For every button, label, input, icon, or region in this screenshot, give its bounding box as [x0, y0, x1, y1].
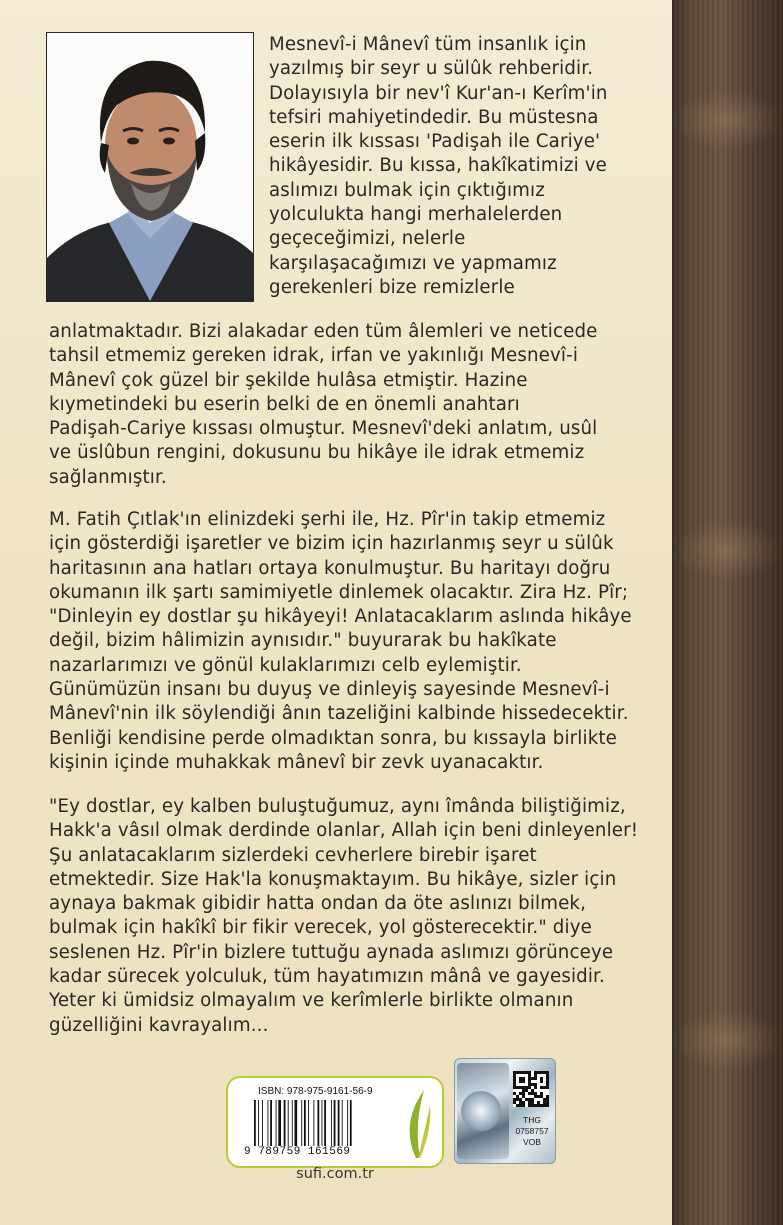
text-line: Yeter ki ümidsiz olmayalım ve kerîmlerle birlikte olmanın — [49, 990, 574, 1012]
text-line: etmektedir. Size Hak'la konuşmaktayım. Bu hikâye, sizler için — [49, 868, 617, 890]
text-line: "Ey dostlar, ey kalben buluştuğumuz, aynı îmânda biliştiğimiz, — [49, 796, 626, 817]
text-line: bulmak için hakîkî bir fikir verecek, yol gösterecektir." diye — [49, 917, 592, 939]
qr-code-icon — [513, 1071, 549, 1107]
intro-paragraph — [269, 33, 669, 300]
spine-wear-mark — [672, 90, 783, 150]
text-line: güzelliğini kavrayalım... — [49, 1014, 269, 1036]
text-line: Mânevî çok güzel bir şekilde hulâsa etmiştir. Hazine — [49, 369, 528, 391]
book-spine — [672, 0, 783, 1225]
text-line: gerekenleri bize remizlerle — [269, 276, 515, 298]
text-line: Dolayısıyla bir nev'î Kur'an-ı Kerîm'in — [269, 82, 608, 104]
barcode-icon — [254, 1100, 384, 1146]
text-line: M. Fatih Çıtlak'ın elinizdeki şerhi ile, Hz. Pîr'in takip etmemiz — [49, 509, 606, 530]
text-line: Günümüzün insanı bu duyuş ve dinleyiş sayesinde Mesnevî-i — [49, 679, 610, 701]
text-line: kıymetindeki bu eserin belki de en önemli anahtarı — [49, 393, 520, 415]
text-line: "Dinleyin ey dostlar şu hikâyeyi! Anlatacaklarım aslında hikâye — [49, 606, 632, 628]
sticker-code: THG — [523, 1115, 541, 1125]
text-line: sağlanmıştır. — [49, 466, 167, 488]
text-line: geçeceğimizi, nelerle — [269, 228, 466, 250]
sticker-code: 0758757 — [515, 1126, 549, 1136]
author-portrait-image — [47, 33, 253, 301]
text-line: seslenen Hz. Pîr'in bizlere tuttuğu aynada aslımızı görünceye — [49, 941, 614, 963]
hologram-emblem-icon — [461, 1091, 501, 1131]
text-line: yolculukta hangi merhalelerden — [269, 204, 563, 226]
text-line: tahsil etmemiz gereken idrak, irfan ve yakınlığı Mesnevî-i — [49, 345, 579, 367]
text-line: okumanın ilk şartı samimiyetle dinlemek olacaktır. Zira Hz. Pîr; — [49, 581, 629, 603]
intro-paragraph-continued — [49, 320, 669, 490]
text-line: hikâyesidir. Bu kıssa, hakîkatimizi ve — [269, 155, 608, 177]
text-line: nazarlarımızı ve gönül kulaklarımızı celb eylemiştir. — [49, 654, 522, 676]
text-line: Benliği kendisine perde olmadıktan sonra, bu kıssayla birlikte — [49, 727, 617, 749]
text-line: Padişah-Cariye kıssası olmuştur. Mesnevî'deki anlatım, usûl — [49, 418, 598, 440]
text-line: anlatmaktadır. Bizi alakadar eden tüm âlemleri ve neticede — [49, 321, 598, 342]
text-line: Mânevî'nin ilk söylendiği ânın tazeliğini kalbinde hissedecektir. — [49, 703, 629, 725]
commentary-paragraph — [49, 508, 669, 775]
publisher-website: sufi.com.tr — [296, 1166, 374, 1182]
isbn-barcode-box — [226, 1076, 444, 1168]
text-line: Mesnevî-i Mânevî tüm insanlık için — [269, 34, 587, 55]
text-line: ve üslûbun rengini, dokusunu bu hikâye ile idrak etmemiz — [49, 442, 585, 464]
leaf-logo-icon — [394, 1084, 436, 1160]
text-line: yazılmış bir seyr u sülûk rehberidir. — [269, 58, 594, 80]
text-line: Şu anlatacaklarım sizlerdeki cevherlere birebir işaret — [49, 844, 537, 866]
text-line: haritasının ana hatları ortaya konulmuştur. Bu haritayı doğru — [49, 557, 611, 579]
barcode-digits: 9 789759 161569 — [244, 1146, 351, 1158]
author-photo — [46, 32, 254, 302]
text-line: eserin ilk kıssası 'Padişah ile Cariye' — [269, 131, 601, 153]
quote-paragraph — [49, 795, 669, 1038]
text-line: değil, bizim hâlimizin aynısıdır." buyurarak bu hakîkate — [49, 630, 557, 652]
sticker-code: VOB — [523, 1137, 541, 1147]
isbn-label: ISBN: 978-975-9161-56-9 — [258, 1086, 373, 1097]
text-line: Hakk'a vâsıl olmak derdinde olanlar, Allah için beni dinleyenler! — [49, 820, 639, 842]
text-line: için gösterdiği işaretler ve bizim için hazırlanmış seyr u sülûk — [49, 533, 614, 555]
text-line: kişinin içinde muhakkak mânevî bir zevk uyanacaktır. — [49, 751, 544, 773]
text-line: aynaya bakmak gibidir hatta ondan da öte aslınızı bilmek, — [49, 893, 587, 915]
spine-wear-mark — [672, 1010, 783, 1070]
text-line: aslımızı bulmak için çıktığımız — [269, 179, 545, 201]
hologram-sticker — [454, 1058, 556, 1164]
text-line: karşılaşacağımızı ve yapmamız — [269, 252, 557, 274]
text-line: kadar sürecek yolculuk, tüm hayatımızın mânâ ve gayesidir. — [49, 966, 605, 988]
spine-wear-mark — [672, 520, 783, 580]
text-line: tefsiri mahiyetindedir. Bu müstesna — [269, 106, 599, 128]
